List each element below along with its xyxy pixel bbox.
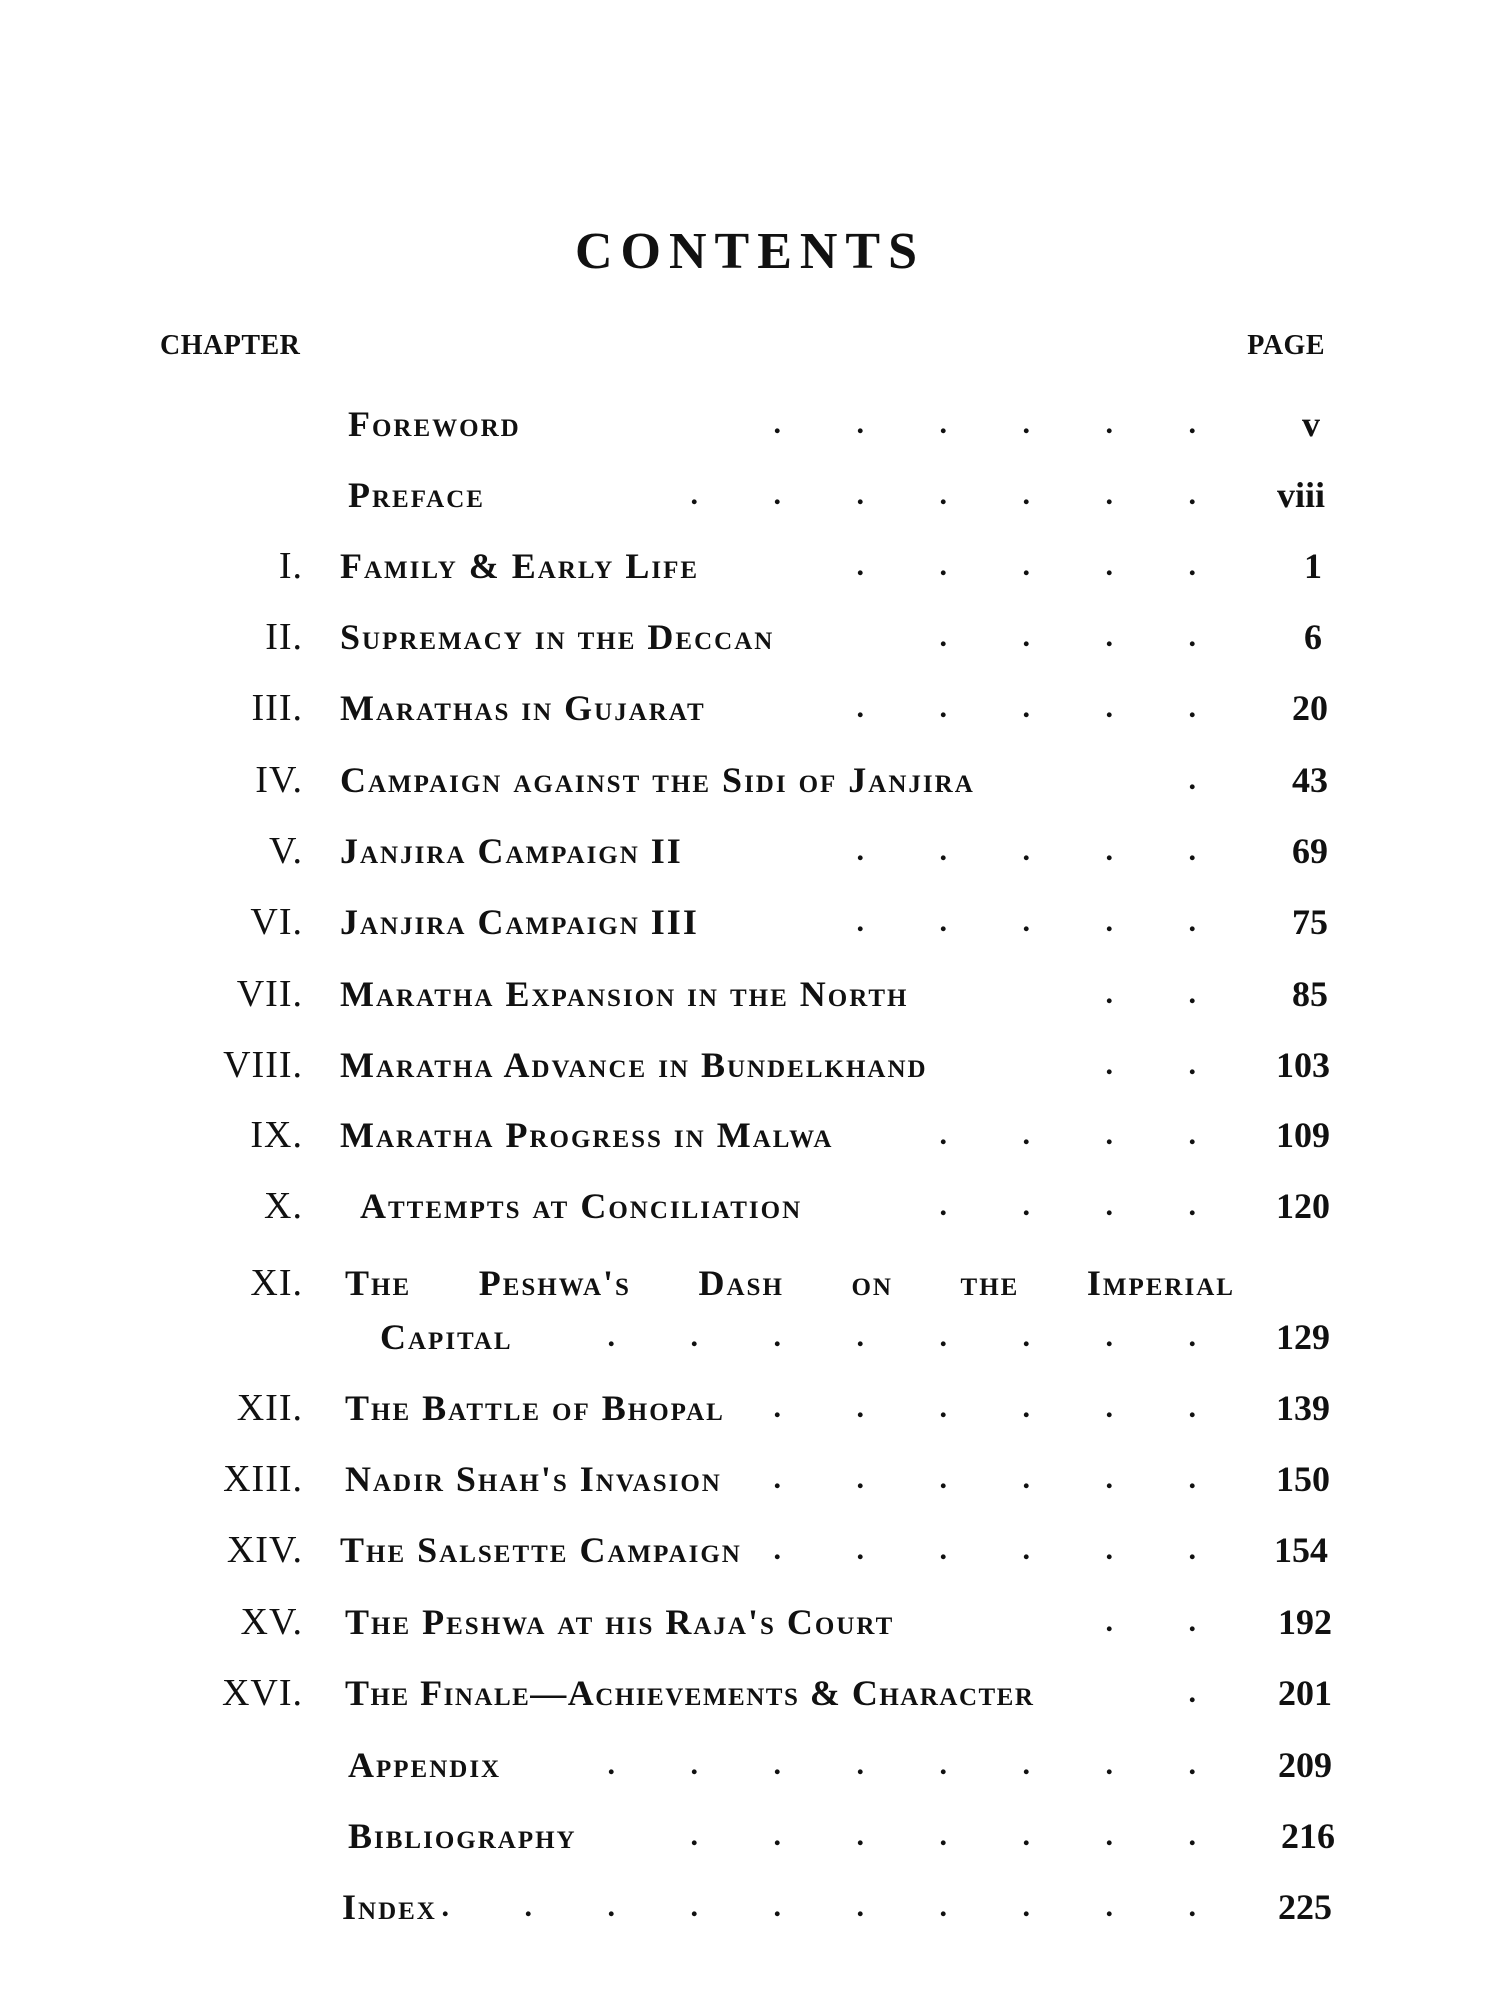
entry-page: 75 — [1292, 902, 1328, 942]
entry-page: 120 — [1276, 1186, 1330, 1226]
chapter-number: IX. — [250, 1114, 303, 1156]
chapter-column-header: CHAPTER — [160, 330, 301, 361]
entry-page: 109 — [1276, 1115, 1330, 1155]
toc-entry-chapter-9 — [0, 1107, 1500, 1163]
entry-page: v — [1302, 404, 1320, 444]
toc-entry-chapter-12 — [0, 1380, 1500, 1436]
leader-dots: . . . . . . . — [690, 478, 1230, 511]
toc-entry-chapter-15 — [0, 1594, 1500, 1650]
page-title: CONTENTS — [574, 223, 926, 280]
leader-dots: . . . . . . . . — [607, 1748, 1230, 1781]
page-column-header: PAGE — [1247, 330, 1325, 361]
entry-page: 1 — [1304, 546, 1322, 586]
leader-dots: . — [1188, 763, 1230, 796]
entry-page: 209 — [1278, 1745, 1332, 1785]
toc-entry-chapter-13 — [0, 1451, 1500, 1507]
leader-dots: . . . . . — [856, 691, 1230, 724]
chapter-number: XV. — [240, 1601, 303, 1643]
entry-page: 85 — [1292, 974, 1328, 1014]
entry-title: The Peshwa at his Raja's Court — [345, 1602, 895, 1642]
chapter-number: IV. — [255, 759, 303, 801]
leader-dots: . . . . . — [856, 834, 1230, 867]
entry-title: Attempts at Conciliation — [360, 1186, 803, 1226]
entry-page: 225 — [1278, 1887, 1332, 1927]
entry-title: The Finale—Achievements & Character — [345, 1673, 1035, 1713]
chapter-number: VI. — [250, 901, 303, 943]
leader-dots: . . — [1105, 1048, 1230, 1081]
entry-title-line-1 — [345, 1255, 1235, 1311]
entry-title: Maratha Expansion in the North — [340, 974, 909, 1014]
entry-page: 6 — [1304, 617, 1322, 657]
leader-dots: . . . . . . — [773, 407, 1230, 440]
entry-title: Maratha Advance in Bundelkhand — [340, 1045, 928, 1085]
entry-title-line-2: Capital — [380, 1317, 513, 1357]
entry-title: Supremacy in the Deccan — [340, 617, 775, 657]
chapter-number: X. — [264, 1185, 303, 1227]
leader-dots: . . — [1105, 1605, 1230, 1638]
leader-dots: . . . . . . — [773, 1533, 1230, 1566]
chapter-number: II. — [265, 616, 303, 658]
chapter-number: VIII. — [223, 1044, 303, 1086]
chapter-number: I. — [278, 545, 303, 587]
toc-entry-chapter-4 — [0, 752, 1500, 808]
toc-entry-foreword — [0, 396, 1500, 452]
toc-entry-chapter-1 — [0, 538, 1500, 594]
toc-entry-chapter-8 — [0, 1037, 1500, 1093]
chapter-number: XII. — [236, 1387, 303, 1429]
leader-dots: . . . . . . . . — [607, 1320, 1230, 1353]
toc-entry-chapter-2 — [0, 609, 1500, 665]
chapter-number: XIV. — [226, 1529, 303, 1571]
leader-dots: . . . . . — [856, 549, 1230, 582]
title-word: on — [851, 1263, 893, 1303]
toc-entry-chapter-11 — [0, 1255, 1500, 1311]
toc-entry-chapter-14 — [0, 1522, 1500, 1578]
leader-dots: . . . . . . . . . . — [441, 1890, 1230, 1923]
toc-entry-index — [0, 1879, 1500, 1935]
title-word: the — [960, 1263, 1020, 1303]
title-word: Imperial — [1086, 1263, 1235, 1303]
entry-title: Campaign against the Sidi of Janjira — [340, 760, 975, 800]
leader-dots: . . . . — [939, 1118, 1230, 1151]
title-word: Peshwa's — [478, 1263, 631, 1303]
entry-page: 216 — [1281, 1816, 1335, 1856]
toc-entry-bibliography — [0, 1808, 1500, 1864]
title-word: Dash — [698, 1263, 784, 1303]
entry-title: Nadir Shah's Invasion — [345, 1459, 722, 1499]
entry-page: 201 — [1278, 1673, 1332, 1713]
entry-page: 43 — [1292, 760, 1328, 800]
leader-dots: . . . . . . — [773, 1462, 1230, 1495]
entry-title: Janjira Campaign II — [340, 831, 683, 871]
toc-entry-chapter-11-continuation — [0, 1309, 1500, 1365]
chapter-number: XVI. — [221, 1672, 303, 1714]
entry-title: Family & Early Life — [340, 546, 700, 586]
chapter-number: XI. — [250, 1262, 303, 1304]
entry-title: Index — [342, 1887, 437, 1927]
entry-page: viii — [1276, 475, 1325, 515]
chapter-number: VII. — [236, 973, 303, 1015]
entry-title: Preface — [348, 475, 485, 515]
title-word: The — [345, 1263, 412, 1303]
leader-dots: . . . . . . — [773, 1391, 1230, 1424]
toc-entry-chapter-10 — [0, 1178, 1500, 1234]
entry-page: 192 — [1278, 1602, 1332, 1642]
toc-entry-chapter-6 — [0, 894, 1500, 950]
entry-title: Maratha Progress in Malwa — [340, 1115, 834, 1155]
toc-entry-chapter-3 — [0, 680, 1500, 736]
entry-page: 129 — [1276, 1317, 1330, 1357]
leader-dots: . . . . — [939, 1189, 1230, 1222]
chapter-number: XIII. — [223, 1458, 303, 1500]
chapter-number: V. — [268, 830, 303, 872]
leader-dots: . . . . — [939, 620, 1230, 653]
entry-page: 103 — [1276, 1045, 1330, 1085]
leader-dots: . . . . . — [856, 905, 1230, 938]
entry-page: 150 — [1276, 1459, 1330, 1499]
leader-dots: . . — [1105, 977, 1230, 1010]
entry-page: 69 — [1292, 831, 1328, 871]
toc-entry-chapter-5 — [0, 823, 1500, 879]
leader-dots: . . . . . . . — [690, 1819, 1230, 1852]
entry-title: Janjira Campaign III — [340, 902, 699, 942]
entry-title: The Salsette Campaign — [340, 1530, 742, 1570]
entry-page: 139 — [1276, 1388, 1330, 1428]
entry-title: The Battle of Bhopal — [345, 1388, 725, 1428]
toc-entry-appendix — [0, 1737, 1500, 1793]
entry-page: 20 — [1292, 688, 1328, 728]
entry-page: 154 — [1274, 1530, 1328, 1570]
toc-entry-chapter-7 — [0, 966, 1500, 1022]
entry-title: Foreword — [348, 404, 521, 444]
leader-dots: . — [1188, 1676, 1230, 1709]
entry-title: Bibliography — [348, 1816, 577, 1856]
entry-title: Appendix — [348, 1745, 502, 1785]
entry-title: Marathas in Gujarat — [340, 688, 706, 728]
toc-entry-preface — [0, 467, 1500, 523]
toc-entry-chapter-16 — [0, 1665, 1500, 1721]
chapter-number: III. — [251, 687, 303, 729]
